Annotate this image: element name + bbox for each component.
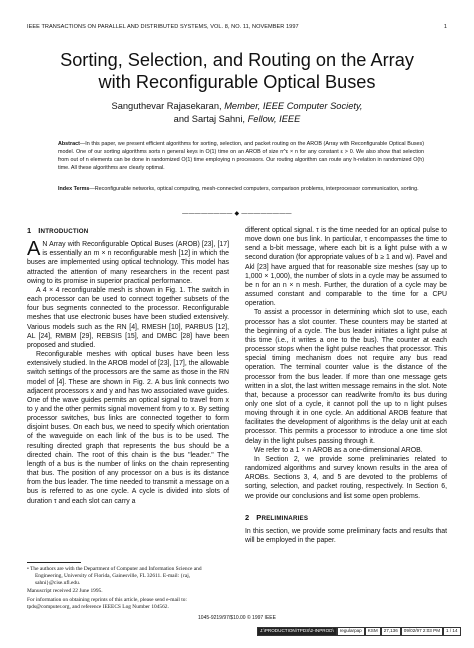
journal-header: IEEE TRANSACTIONS ON PARALLEL AND DISTRIBUTED SYSTEMS, VOL. 8, NO. 11, NOVEMBER 1997 (27, 24, 299, 30)
paragraph: A N Array with Reconfigurable Optical Buses (AROB) [23], [17] is essentially an m × n reconfigurable mesh [12] in which the buses are implemented using optical technology. This model has attracted the attention of many researchers in the recent past owing to its promise in superior practical performance. (27, 238, 229, 285)
footnote-reprints: For information on obtaining reprints of this article, please send e-mail to: tpds@computer.org, and reference IEEECS Log Number 104562. (27, 597, 187, 610)
tag-date: 09/02/97 2:03 PM (401, 627, 443, 636)
section-heading-introduction: 1 INTRODUCTION (27, 226, 89, 235)
section-heading-preliminaries: 2 PRELIMINARIES (245, 512, 309, 522)
title-line-1: Sorting, Selection, and Routing on the Array (60, 50, 414, 70)
left-column (27, 226, 229, 506)
tag-pages: 1 / 14 (443, 627, 461, 636)
title-line-2: with Reconfigurable Optical Buses (98, 71, 376, 92)
page-number: 1 (443, 24, 447, 30)
production-tag (257, 627, 461, 636)
footnote-received: Manuscript received 22 June 1995. (27, 588, 103, 595)
footnotes (27, 566, 229, 613)
tag-type: regularpap (337, 627, 365, 636)
author-block (20, 100, 454, 125)
author-sahni: and Sartaj Sahni, (173, 113, 245, 124)
abstract-text: —In this paper, we present efficient algorithms for sorting, selection, and packet routing on the AROB (Array with Reconfigurable Optical Buses) model. One of our sorting algorithms sorts n general keys in O(1) time on an AROB of size n^ε × n for any constant ε > 0. We also show that selection from out of n elements can be done in randomized O(1) time employing n processors. Our routing algorithm can route any h-relation in randomized O(h) time. All these algorithms are clearly optimal. (58, 141, 424, 171)
running-header (27, 24, 447, 30)
index-terms-label: Index Terms (58, 186, 90, 192)
author-role-2: Fellow, IEEE (247, 113, 301, 124)
tag-count: 27,136 (381, 627, 401, 636)
footnote-rule (27, 562, 81, 563)
paragraph: To assist a processor in determining which slot to use, each processor has a slot counter. These counters may be started at the beginning of a cycle. The bus leader initiates a light pulse at this time (i.e., it writes a one to the bus). The counter at each processor stops when the light pulse reaches that processor. This special timing mechanism does not require any bus read operation. The terminal counter value is the distance of the processor from the bus leader. If more than one message gets written in a slot, the last written message remains in the slot. Note that, because a processor can read/write from/to its bus during only one slot of a cycle, it cannot poll the up to n light pulses moving through it in one cycle. An additional AROB feature that facilitates the development of algorithms is the delay unit at each processor. This permits a processor to introduce a one time slot delay in the light pulses passing through it. (245, 309, 447, 445)
tag-initials: KSM (365, 627, 381, 636)
index-terms-text: —Reconfigurable networks, optical computing, mesh-connected computers, comparison problems, interprocessor communication, sorting. (89, 186, 419, 192)
paragraph: In Section 2, we provide some preliminaries related to randomized algorithms and survey known results in the area of AROBs. Sections 3, 4, and 5 are devoted to the problems of sorting, selection, and packet routing, respectively. In Section 6, we provide our conclusions and list some open problems. (245, 455, 447, 500)
paragraph: Reconfigurable meshes with optical buses have been less extensively studied. In the AROB model of [23], [17], the allowable switch settings of the processors are the same as those in the RN model of [4]. These are shown in Fig. 2. A bus link connects two adjacent processors x and y and has two associated wave guides. One of the wave guides permits an optical signal to travel from x to y and the other permits signal movement from y to x. By setting processor switches, bus links are connected together to form disjoint buses. On each bus, we need to specify which orientation of the waveguide on each link of the bus is to be used. The resulting directed graph that represents the bus should be a directed chain. The root of this chain is the bus "leader." The length of a bus is the number of links on the chain representing that bus. The position of any processor on a bus is its distance from the bus leader. The time needed to transmit a message on a bus is referred to as one cycle. A cycle is divided into slots of duration τ and each slot can carry a (27, 351, 229, 505)
abstract (58, 141, 424, 173)
paragraph: different optical signal. τ is the time needed for an optical pulse to move down one bus link. In particular, τ encompasses the time to send a b-bit message, where each bit is a light pulse with a w second duration (for appropriate values of b ≥ 1 and w). Pavel and Akl [23] have argued that for reasonable size meshes (say up to 1,000 × 1,000), the number of slots in a cycle may be assumed to be n for an n × n mesh. Further, the duration of a cycle may be assumed constant and comparable to the time for a CPU operation. (245, 227, 447, 308)
copyright-line: 1045-9219/97/$10.00 © 1997 IEEE (198, 615, 276, 621)
author-rajasekaran: Sanguthevar Rajasekaran, (111, 101, 222, 111)
abstract-label: Abstract (58, 141, 80, 147)
drop-cap: A (27, 238, 41, 261)
section-divider: ———————— ◆ ———————— (182, 211, 292, 217)
paragraph: We refer to a 1 × n AROB as a one-dimensional AROB. (254, 446, 423, 454)
paragraph: In this section, we provide some preliminary facts and results that will be employed in the paper. (245, 527, 447, 544)
footnote-affiliation: • The authors are with the Department of Computer and Information Science and Engineering, University of Florida, Gainesville, FL 32611. E-mail: {raj, sahni}@cise.ufl.edu. (27, 566, 202, 586)
index-terms (58, 186, 424, 194)
author-role-1: Member, IEEE Computer Society, (224, 101, 363, 111)
tag-path: J:\PRODUCTION\TPDS\2-INPROD\ (257, 627, 337, 636)
right-column (245, 226, 447, 545)
paragraph: A 4 × 4 reconfigurable mesh is shown in Fig. 1. The switch in each processor can be used to connect together subsets of the four bus segments connected to the processor. Reconfigurable meshes that use electronic buses have been studied extensively. Various models such as the RN [4], RMESH [10], PARBUS [12], AL [24], RMBM [29], REBSIS [15], and DMBC [28] have been proposed and studied. (27, 286, 229, 349)
paper-title (20, 50, 454, 93)
